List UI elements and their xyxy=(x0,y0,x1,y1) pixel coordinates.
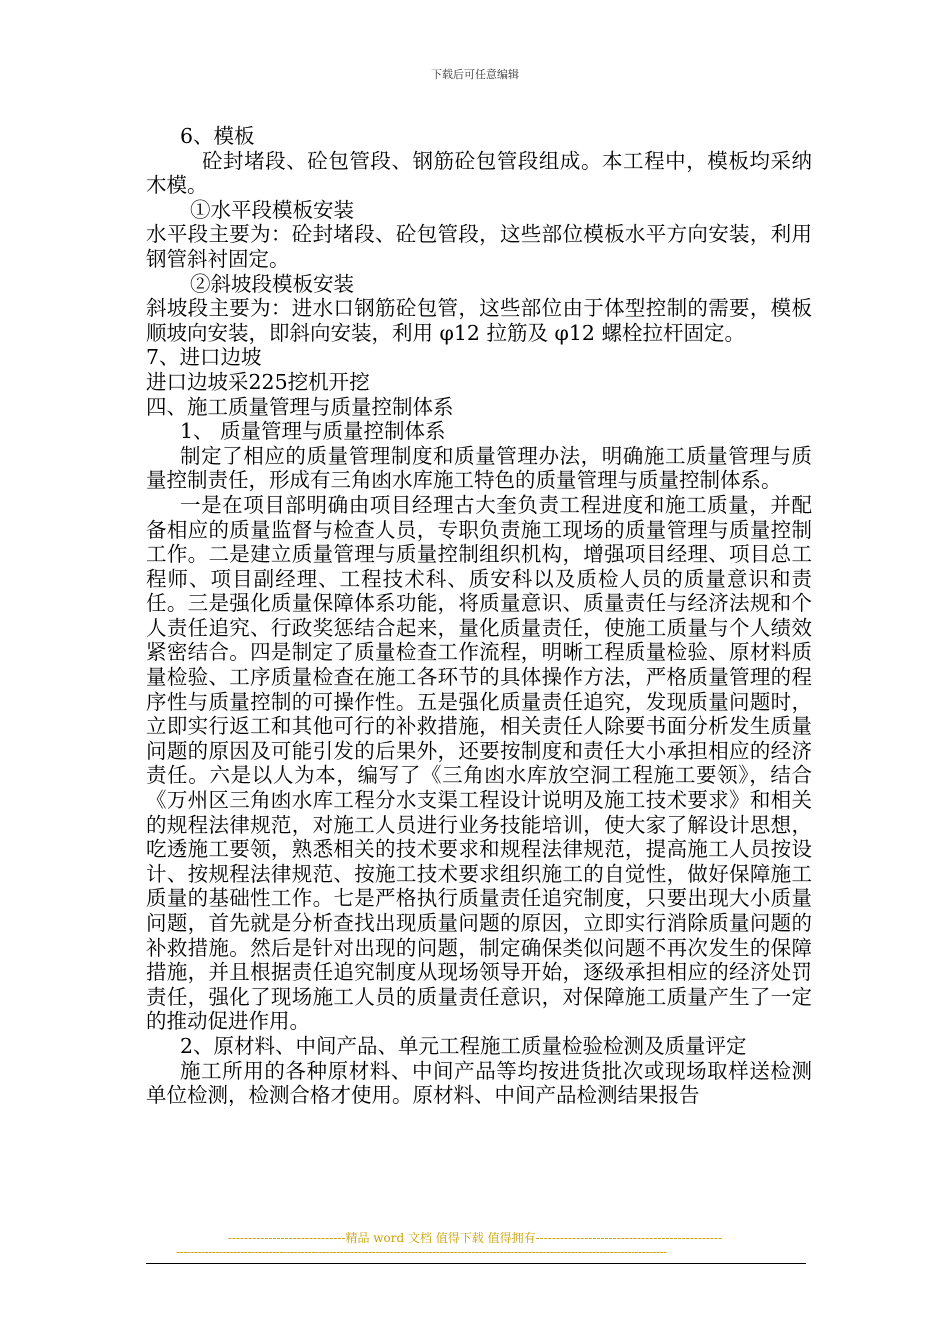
chapter-title: 四、施工质量管理与质量控制体系 xyxy=(146,394,454,419)
paragraph: 水平段主要为：砼封堵段、砼包管段，这些部位模板水平方向安装，利用钢管斜衬固定。 xyxy=(146,222,812,271)
paragraph: 砼封堵段、砼包管段、钢筋砼包管段组成。本工程中，模板均采纳木模。 xyxy=(146,148,812,198)
section-title-materials: 2、原材料、中间产品、单元工程施工质量检验检测及质量评定 xyxy=(180,1033,747,1058)
paragraph: 制定了相应的质量管理制度和质量管理办法，明确施工质量管理与质量控制责任，形成有三角凼水库施工特色的质量管理与质量控制体系。 xyxy=(146,443,812,493)
footer-banner: -----------------------------精品 word 文档 值得下载 值得拥有---------------------------------------------- xyxy=(227,1231,723,1245)
subsection-title: ①水平段模板安装 xyxy=(190,197,354,222)
paragraph: 进口边坡采225挖机开挖 xyxy=(146,369,370,394)
paragraph: 一是在项目部明确由项目经理古大奎负责工程进度和施工质量，并配备相应的质量监督与检查人员，专职负责施工现场的质量管理与质量控制工作。二是建立质量管理与质量控制组织机构，增强项目经理、项目总工程师、项目副经理、工程技术科、质安科以及质检人员的质量意识和责任。三是强化质量保障体系功能，将质量意识、质量责任与经济法规和个人责任追究、行政奖惩结合起来，量化质量责任，使施工质量与个人绩效紧密结合。四是制定了质量检查工作流程，明晰工程质量检验、原材料质量检验、工序质量检查在施工各环节的具体操作方法，严格质量管理的程序性与质量控制的可操作性。五是强化质量责任追究，发现质量问题时，立即实行返工和其他可行的补救措施，相关责任人除要书面分析发生质量问题的原因及可能引发的后果外，还要按制度和责任大小承担相应的经济责任。六是以人为本，编写了《三角凼水库放空洞工程施工要领》，结合《万州区三角凼水库工程分水支渠工程设计说明及施工技术要求》和相关的规程法律规范，对施工人员进行业务技能培训，使大家了解设计思想，吃透施工要领，熟悉相关的技术要求和规程法律规范，提高施工人员按设计、按规程法律规范、按施工技术要求组织施工的自觉性，做好保障施工质量的基础性工作。七是严格执行质量责任追究制度，只要出现大小质量问题，首先就是分析查找出现质量问题的原因，立即实行消除质量问题的补救措施。然后是针对出现的问题，制定确保类似问题不再次发生的保障措施，并且根据责任追究制度从现场领导开始，逐级承担相应的经济处罚责任，强化了现场施工人员的质量责任意识，对保障施工质量产生了一定的推动促进作用。 xyxy=(146,492,812,1034)
paragraph: 施工所用的各种原材料、中间产品等均按进货批次或现场取样送检测单位检测，检测合格才使用。原材料、中间产品检测结果报告 xyxy=(146,1058,812,1108)
section-title-quality-system: 1、 质量管理与质量控制体系 xyxy=(180,419,446,444)
page-header: 下载后可任意编辑 xyxy=(431,68,519,81)
subsection-title: ②斜坡段模板安装 xyxy=(190,271,354,296)
footer-divider xyxy=(146,1263,806,1264)
section-title-formwork: 6、模板 xyxy=(180,124,255,148)
footer-dashes: ------------------------------------------------------------------------------------------------------------------------------------------ xyxy=(176,1245,667,1259)
section-title-inlet-slope: 7、进口边坡 xyxy=(146,345,262,370)
document-body xyxy=(146,124,812,1108)
paragraph: 斜坡段主要为：进水口钢筋砼包管，这些部位由于体型控制的需要，模板顺坡向安装，即斜向安装，利用 φ12 拉筋及 φ12 螺栓拉杆固定。 xyxy=(146,296,812,345)
